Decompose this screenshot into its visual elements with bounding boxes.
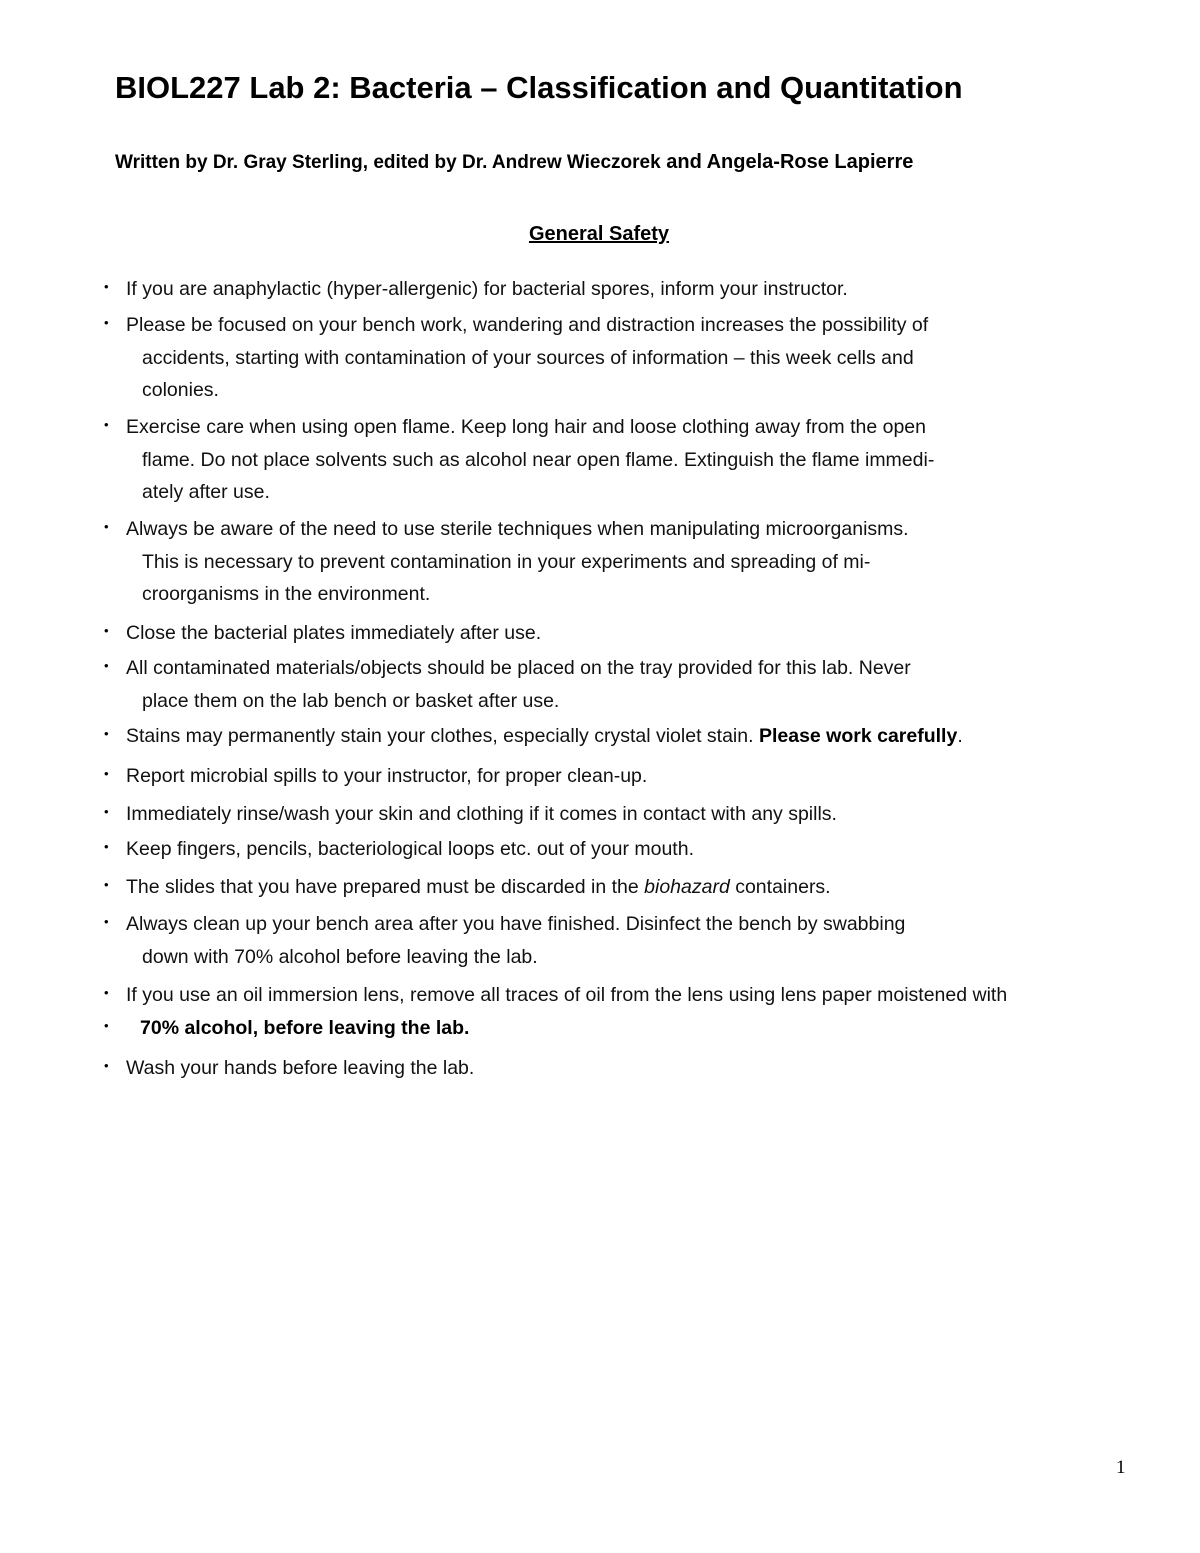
bullet-icon: • xyxy=(104,623,109,638)
bullet-line: ately after use. xyxy=(142,481,270,503)
section-heading-general-safety: General Safety xyxy=(528,223,670,245)
emphasis-text: 70% alcohol, before leaving the lab. xyxy=(140,1017,470,1039)
bullet-line: Close the bacterial plates immediately after use. xyxy=(126,622,542,644)
bullet-icon: • xyxy=(104,1058,109,1073)
safety-bullet-item xyxy=(104,617,1114,650)
safety-bullet-item xyxy=(104,760,1114,793)
bullet-line: Exercise care when using open flame. Keep long hair and loose clothing away from the open xyxy=(126,416,926,438)
safety-bullet-item xyxy=(104,273,1114,306)
bullet-line: All contaminated materials/objects should be placed on the tray provided for this lab. Never xyxy=(126,657,911,679)
bullet-icon: • xyxy=(104,417,109,432)
bullet-line: This is necessary to prevent contamination in your experiments and spreading of mi- xyxy=(142,550,871,573)
emphasis-italic-text: biohazard xyxy=(644,876,730,898)
bullet-icon: • xyxy=(104,877,109,892)
safety-bullet-item xyxy=(104,513,1114,611)
safety-bullet-item xyxy=(104,871,1114,904)
bullet-line: colonies. xyxy=(142,379,219,401)
emphasis-text: Please work carefully xyxy=(758,725,958,747)
bullet-line: croorganisms in the environment. xyxy=(142,583,431,605)
bullet-line: flame. Do not place solvents such as alcohol near open flame. Extinguish the flame immedi- xyxy=(142,448,935,471)
bullet-line: If you use an oil immersion lens, remove all traces of oil from the lens using lens paper moistened with xyxy=(126,984,1008,1006)
bullet-icon: • xyxy=(104,279,109,294)
bullet-icon: • xyxy=(104,985,109,1000)
bullet-line: If you are anaphylactic (hyper-allergenic) for bacterial spores, inform your instructor. xyxy=(126,278,848,300)
bullet-line: down with 70% alcohol before leaving the lab. xyxy=(142,945,538,968)
bullet-line: Always clean up your bench area after you have finished. Disinfect the bench by swabbing xyxy=(126,913,906,935)
bullet-icon: • xyxy=(104,658,109,673)
byline-tail: and Angela-Rose Lapierre xyxy=(660,151,914,173)
document-title: BIOL227 Lab 2: Bacteria – Classification and Quantitation xyxy=(115,70,963,105)
safety-bullet-item xyxy=(104,1052,1114,1085)
safety-bullet-item xyxy=(104,979,1114,1012)
safety-bullet-item xyxy=(104,309,1114,407)
bullet-line xyxy=(126,1012,1114,1045)
byline-main: Written by Dr. Gray Sterling, edited by Dr. Andrew Wieczorek xyxy=(115,152,661,173)
safety-bullet-item xyxy=(104,833,1114,866)
author-byline xyxy=(115,148,913,177)
bullet-line: The slides that you have prepared must be discarded in the biohazard containers. xyxy=(126,876,831,898)
bullet-line: Keep fingers, pencils, bacteriological loops etc. out of your mouth. xyxy=(126,838,694,860)
bullet-line: Stains may permanently stain your clothes, especially crystal violet stain. Please work carefully. xyxy=(126,725,963,747)
safety-bullet-item xyxy=(104,411,1114,509)
bullet-line: Always be aware of the need to use sterile techniques when manipulating microorganisms. xyxy=(126,518,909,540)
bullet-line: Please be focused on your bench work, wandering and distraction increases the possibility of xyxy=(126,314,929,336)
safety-bullet-item xyxy=(104,652,1114,717)
bullet-icon: • xyxy=(104,315,109,330)
bullet-line: Wash your hands before leaving the lab. xyxy=(126,1057,475,1079)
bullet-line: accidents, starting with contamination of your sources of information – this week cells and xyxy=(142,346,914,369)
bullet-icon: • xyxy=(104,804,109,819)
bullet-icon: • xyxy=(104,726,109,741)
bullet-icon: • xyxy=(104,766,109,781)
safety-bullet-item xyxy=(104,720,1114,753)
safety-bullet-item xyxy=(104,798,1114,831)
safety-bullet-item xyxy=(104,1012,1114,1045)
bullet-line: Immediately rinse/wash your skin and clothing if it comes in contact with any spills. xyxy=(126,803,837,825)
bullet-line: Report microbial spills to your instructor, for proper clean-up. xyxy=(126,765,648,787)
page-number: 1 xyxy=(1116,1457,1126,1478)
bullet-line: place them on the lab bench or basket after use. xyxy=(142,689,560,712)
bullet-icon: • xyxy=(104,914,109,929)
bullet-icon: • xyxy=(104,519,109,534)
bullet-icon: • xyxy=(104,839,109,854)
bullet-icon: • xyxy=(104,1018,109,1033)
safety-bullet-item xyxy=(104,908,1114,973)
